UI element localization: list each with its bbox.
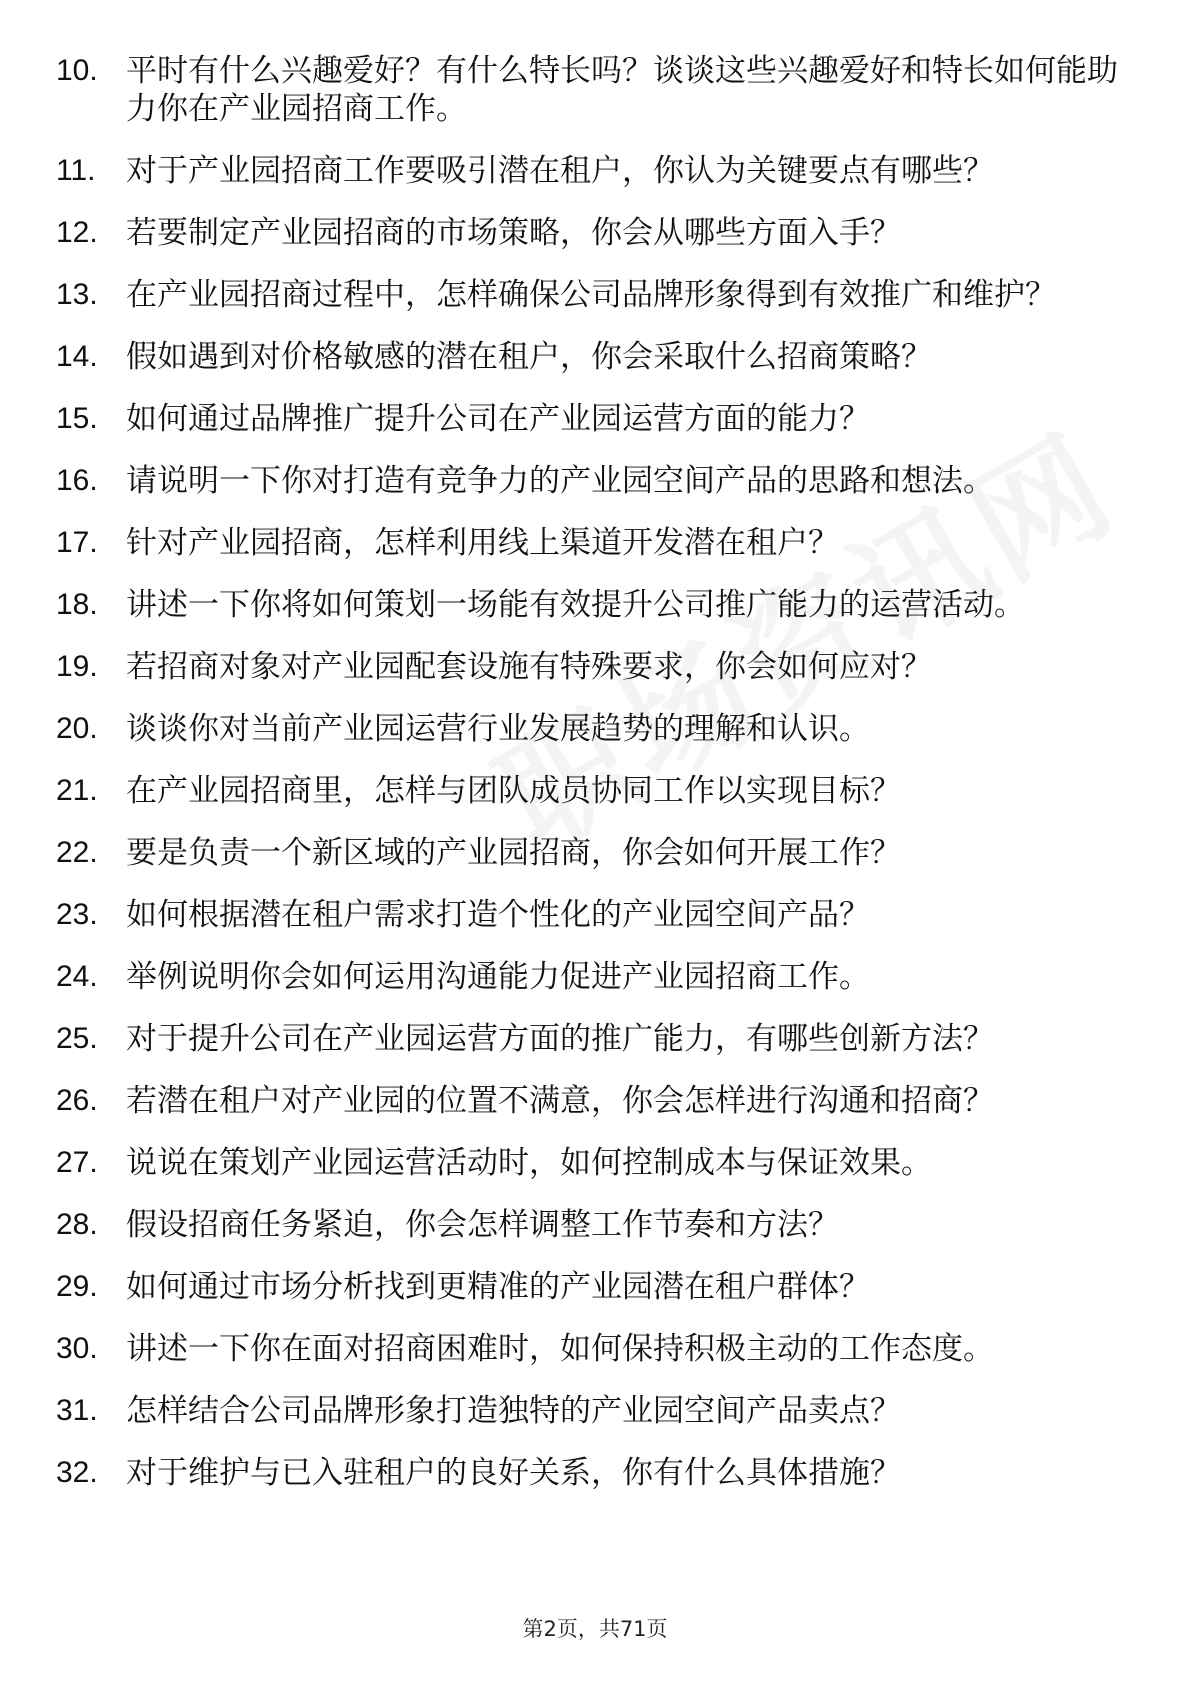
question-number: 24. — [56, 960, 98, 993]
question-number: 29. — [56, 1270, 98, 1303]
question-text: 举例说明你会如何运用沟通能力促进产业园招商工作。 — [126, 959, 870, 995]
question-item — [56, 772, 1126, 810]
question-list — [56, 52, 1126, 1516]
question-text: 若招商对象对产业园配套设施有特殊要求，你会如何应对？ — [126, 649, 932, 685]
question-number: 11. — [56, 154, 96, 187]
question-item — [56, 586, 1126, 624]
page-number-label: 第2页，共71页 — [522, 1617, 668, 1641]
question-item — [56, 462, 1126, 500]
question-text: 请说明一下你对打造有竞争力的产业园空间产品的思路和想法。 — [126, 463, 994, 499]
question-number: 22. — [56, 836, 98, 869]
question-item — [56, 958, 1126, 996]
question-item — [56, 152, 1126, 190]
question-text: 讲述一下你将如何策划一场能有效提升公司推广能力的运营活动。 — [126, 587, 1025, 623]
question-item — [56, 1144, 1126, 1182]
question-text: 若要制定产业园招商的市场策略，你会从哪些方面入手？ — [126, 215, 901, 251]
question-text: 怎样结合公司品牌形象打造独特的产业园空间产品卖点？ — [126, 1393, 901, 1429]
question-text: 在产业园招商里，怎样与团队成员协同工作以实现目标？ — [126, 773, 901, 809]
question-number: 13. — [56, 278, 98, 311]
question-item — [56, 710, 1126, 748]
page-footer — [0, 1613, 1190, 1643]
question-item — [56, 276, 1126, 314]
question-item — [56, 1392, 1126, 1430]
question-number: 12. — [56, 216, 98, 249]
question-item — [56, 1020, 1126, 1058]
question-text: 谈谈你对当前产业园运营行业发展趋势的理解和认识。 — [126, 711, 870, 747]
question-text: 对于维护与已入驻租户的良好关系，你有什么具体措施？ — [126, 1455, 901, 1491]
question-text: 假设招商任务紧迫，你会怎样调整工作节奏和方法？ — [126, 1207, 839, 1243]
question-number: 16. — [56, 464, 98, 497]
question-number: 15. — [56, 402, 98, 435]
question-text: 对于产业园招商工作要吸引潜在租户，你认为关键要点有哪些？ — [126, 153, 994, 189]
question-item — [56, 214, 1126, 252]
question-text: 若潜在租户对产业园的位置不满意，你会怎样进行沟通和招商？ — [126, 1083, 994, 1119]
question-item — [56, 1454, 1126, 1492]
question-item — [56, 896, 1126, 934]
question-text: 如何通过品牌推广提升公司在产业园运营方面的能力？ — [126, 401, 870, 437]
question-number: 26. — [56, 1084, 98, 1117]
question-item — [56, 1268, 1126, 1306]
question-number: 19. — [56, 650, 98, 683]
question-item — [56, 1082, 1126, 1120]
question-number: 18. — [56, 588, 98, 621]
question-text: 针对产业园招商，怎样利用线上渠道开发潜在租户？ — [126, 525, 839, 561]
question-number: 31. — [56, 1394, 98, 1427]
question-item — [56, 338, 1126, 376]
question-text: 如何通过市场分析找到更精准的产业园潜在租户群体？ — [126, 1269, 870, 1305]
question-number: 27. — [56, 1146, 98, 1179]
question-text: 讲述一下你在面对招商困难时，如何保持积极主动的工作态度。 — [126, 1331, 994, 1367]
question-number: 25. — [56, 1022, 98, 1055]
question-item — [56, 1206, 1126, 1244]
question-item — [56, 400, 1126, 438]
question-text: 假如遇到对价格敏感的潜在租户，你会采取什么招商策略？ — [126, 339, 932, 375]
question-text: 在产业园招商过程中，怎样确保公司品牌形象得到有效推广和维护？ — [126, 277, 1056, 313]
question-text: 如何根据潜在租户需求打造个性化的产业园空间产品？ — [126, 897, 870, 933]
question-item — [56, 524, 1126, 562]
question-number: 10. — [56, 54, 98, 87]
question-number: 21. — [56, 774, 98, 807]
question-number: 30. — [56, 1332, 98, 1365]
question-number: 28. — [56, 1208, 98, 1241]
question-text: 要是负责一个新区域的产业园招商，你会如何开展工作？ — [126, 835, 901, 871]
question-item — [56, 52, 1126, 128]
question-number: 14. — [56, 340, 98, 373]
question-item — [56, 834, 1126, 872]
question-item — [56, 1330, 1126, 1368]
question-text: 平时有什么兴趣爱好？有什么特长吗？谈谈这些兴趣爱好和特长如何能助力你在产业园招商工作。 — [126, 53, 1118, 127]
question-text: 说说在策划产业园运营活动时，如何控制成本与保证效果。 — [126, 1145, 932, 1181]
question-number: 23. — [56, 898, 98, 931]
question-item — [56, 648, 1126, 686]
question-number: 32. — [56, 1456, 98, 1489]
question-number: 20. — [56, 712, 98, 745]
question-number: 17. — [56, 526, 98, 559]
question-text: 对于提升公司在产业园运营方面的推广能力，有哪些创新方法？ — [126, 1021, 994, 1057]
